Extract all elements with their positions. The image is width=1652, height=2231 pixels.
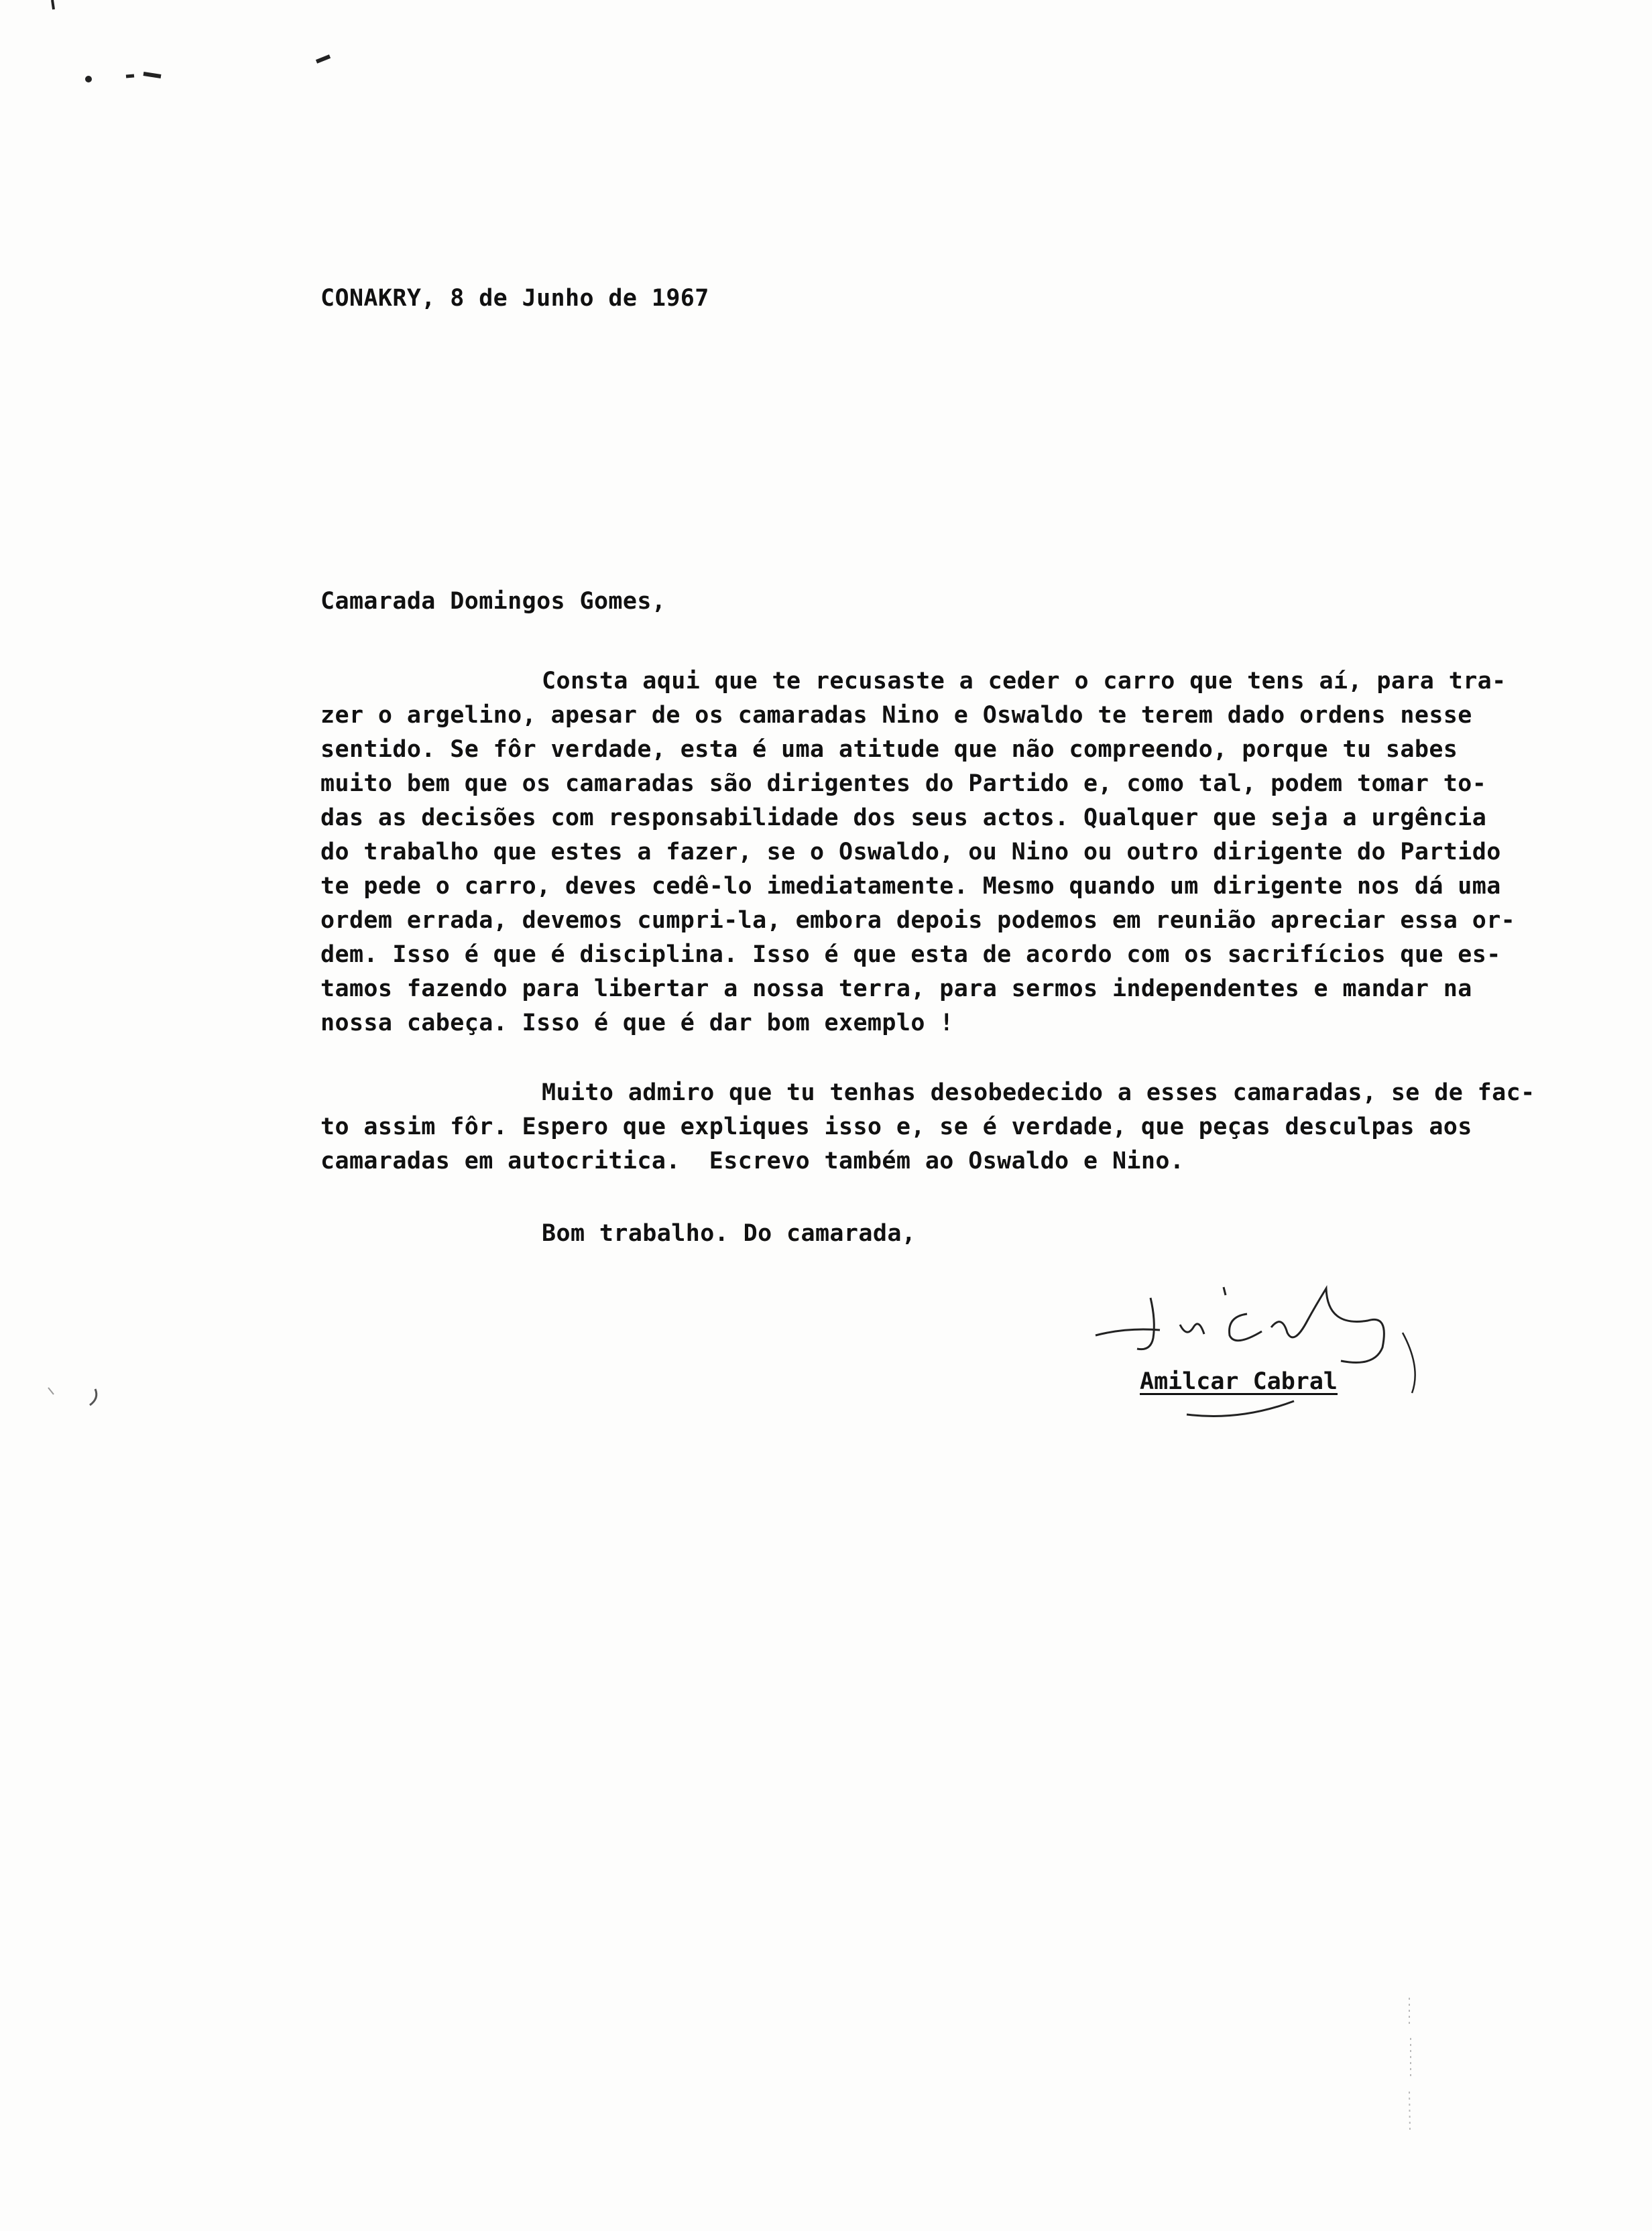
- body-line: tamos fazendo para libertar a nossa terra, para sermos independentes e mandar na: [320, 975, 1472, 1002]
- dateline: CONAKRY, 8 de Junho de 1967: [320, 285, 709, 312]
- body-line: dem. Isso é que é disciplina. Isso é que esta de acordo com os sacrifícios que es-: [320, 941, 1501, 968]
- margin-specks: [34, 1381, 114, 1421]
- body-line: Consta aqui que te recusaste a ceder o carro que tens aí, para tra-: [542, 668, 1507, 695]
- body-line: nossa cabeça. Isso é que é dar bom exemplo !: [320, 1010, 954, 1036]
- body-line: to assim fôr. Espero que expliques isso e, se é verdade, que peças desculpas aos: [320, 1113, 1472, 1140]
- scan-specks: [0, 0, 402, 107]
- body-line: muito bem que os camaradas são dirigentes do Partido e, como tal, podem tomar to-: [320, 770, 1487, 797]
- body-line: camaradas em autocritica. Escrevo também ao Oswaldo e Nino.: [320, 1148, 1185, 1174]
- body-line: do trabalho que estes a fazer, se o Oswaldo, ou Nino ou outro dirigente do Partido: [320, 839, 1501, 865]
- closing: Bom trabalho. Do camarada,: [542, 1220, 917, 1247]
- handwritten-signature: [1086, 1274, 1448, 1428]
- body-line: zer o argelino, apesar de os camaradas Nino e Oswaldo te terem dado ordens nesse: [320, 702, 1472, 729]
- body-line: Muito admiro que tu tenhas desobedecido a esses camaradas, se de fac-: [542, 1079, 1535, 1106]
- salutation: Camarada Domingos Gomes,: [320, 588, 666, 615]
- body-line: ordem errada, devemos cumpri-la, embora depois podemos em reunião apreciar essa or-: [320, 907, 1516, 934]
- edge-marks: [1401, 1998, 1421, 2132]
- body-line: das as decisões com responsabilidade dos seus actos. Qualquer que seja a urgência: [320, 804, 1487, 831]
- signature-name: Amilcar Cabral: [1140, 1368, 1338, 1395]
- body-line: te pede o carro, deves cedê-lo imediatamente. Mesmo quando um dirigente nos dá uma: [320, 873, 1501, 900]
- body-line: sentido. Se fôr verdade, esta é uma atitude que não compreendo, porque tu sabes: [320, 736, 1458, 763]
